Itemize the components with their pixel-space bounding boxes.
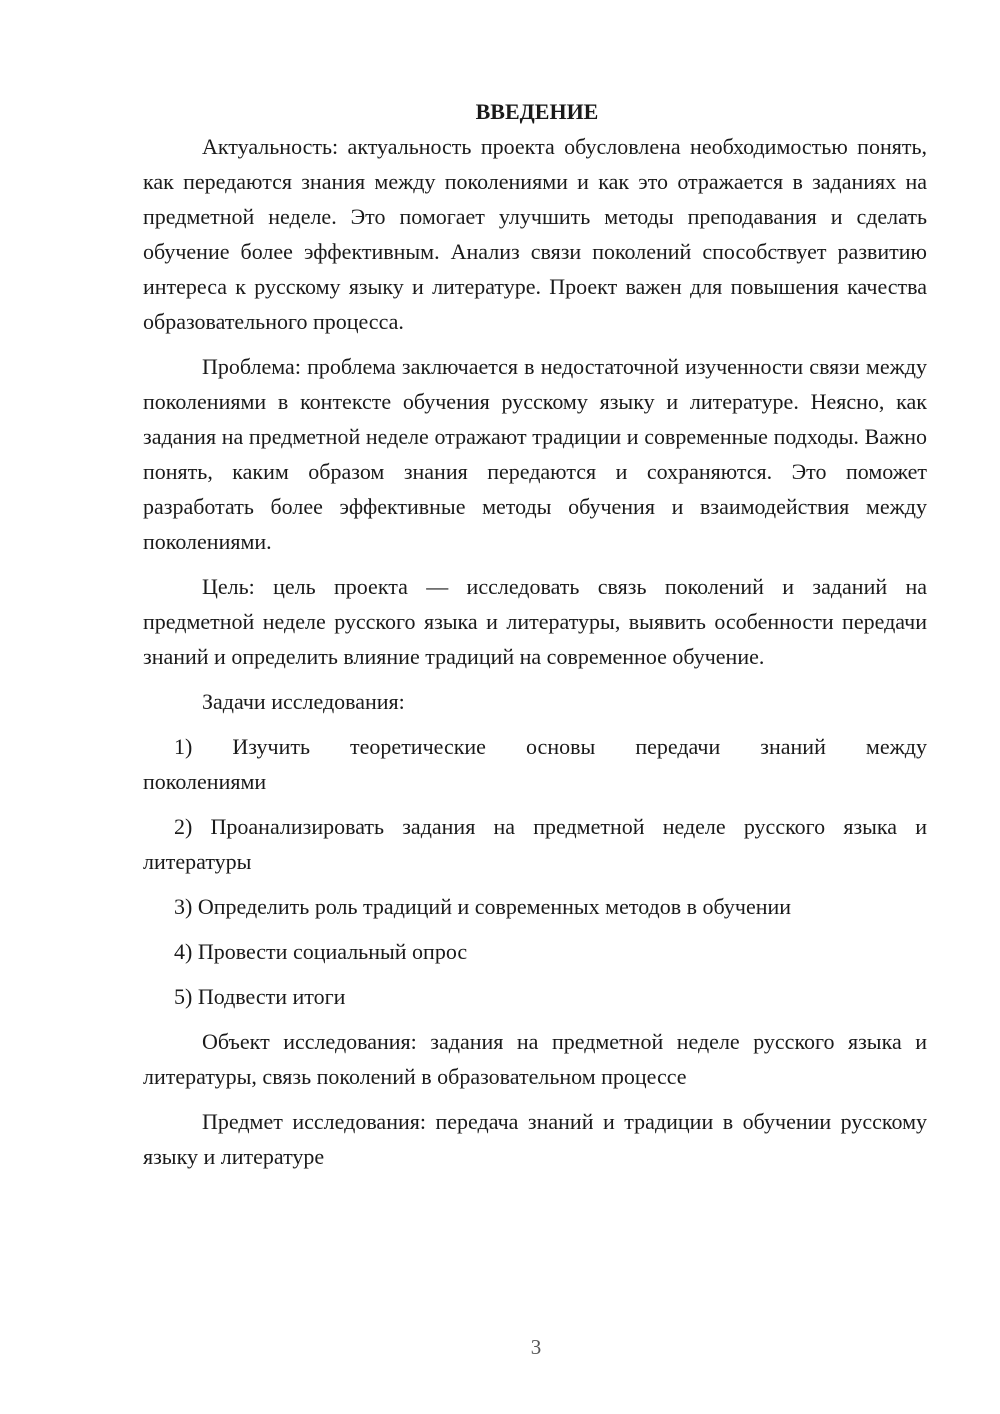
task-item-2-line1: 2) Проанализировать задания на предметной неделе русского языка и (174, 814, 927, 839)
task-item-3-text: 3) Определить роль традиций и современных методов в обучении (174, 894, 792, 919)
problem-paragraph: Проблема: проблема заключается в недостаточной изученности связи между поколениями в контексте обучения русскому языку и литературе. Неясно, как задания на предметной неделе отражают традиции и современные подходы. Важно понять, каким образом знания передаются и сохраняются. Это поможет разработать более эффективные методы обучения и взаимодействия между поколениями. (143, 354, 927, 554)
task-item-3 (143, 889, 927, 924)
task-item-1 (143, 729, 927, 799)
tasks-heading: Задачи исследования: (202, 689, 405, 714)
task-item-2-line2: литературы (143, 849, 252, 874)
goal-paragraph: Цель: цель проекта — исследовать связь поколений и заданий на предметной неделе русского языка и литературы, выявить особенности передачи знаний и определить влияние традиций на современное обучение. (143, 574, 927, 669)
task-item-4-text: 4) Провести социальный опрос (174, 939, 468, 964)
page-number: 3 (530, 1335, 542, 1359)
subject-paragraph: Предмет исследования: передача знаний и традиции в обучении русскому языку и литературе (143, 1109, 927, 1169)
relevance-paragraph: Актуальность: актуальность проекта обусловлена необходимостью понять, как передаются знания между поколениями и как это отражается в заданиях на предметной неделе. Это помогает улучшить методы преподавания и сделать обучение более эффективным. Анализ связи поколений способствует развитию интереса к русскому языку и литературе. Проект важен для повышения качества образовательного процесса. (143, 134, 927, 334)
page-content (143, 94, 927, 1184)
task-item-5 (143, 979, 927, 1014)
task-item-2 (143, 809, 927, 879)
task-item-1-line2: поколениями (143, 769, 267, 794)
object-paragraph: Объект исследования: задания на предметной неделе русского языка и литературы, связь поколений в образовательном процессе (143, 1029, 927, 1089)
section-title: ВВЕДЕНИЕ (475, 99, 599, 124)
task-item-5-text: 5) Подвести итоги (174, 984, 346, 1009)
task-item-1-line1: 1) Изучить теоретические основы передачи знаний между (174, 734, 927, 759)
task-item-4 (143, 934, 927, 969)
